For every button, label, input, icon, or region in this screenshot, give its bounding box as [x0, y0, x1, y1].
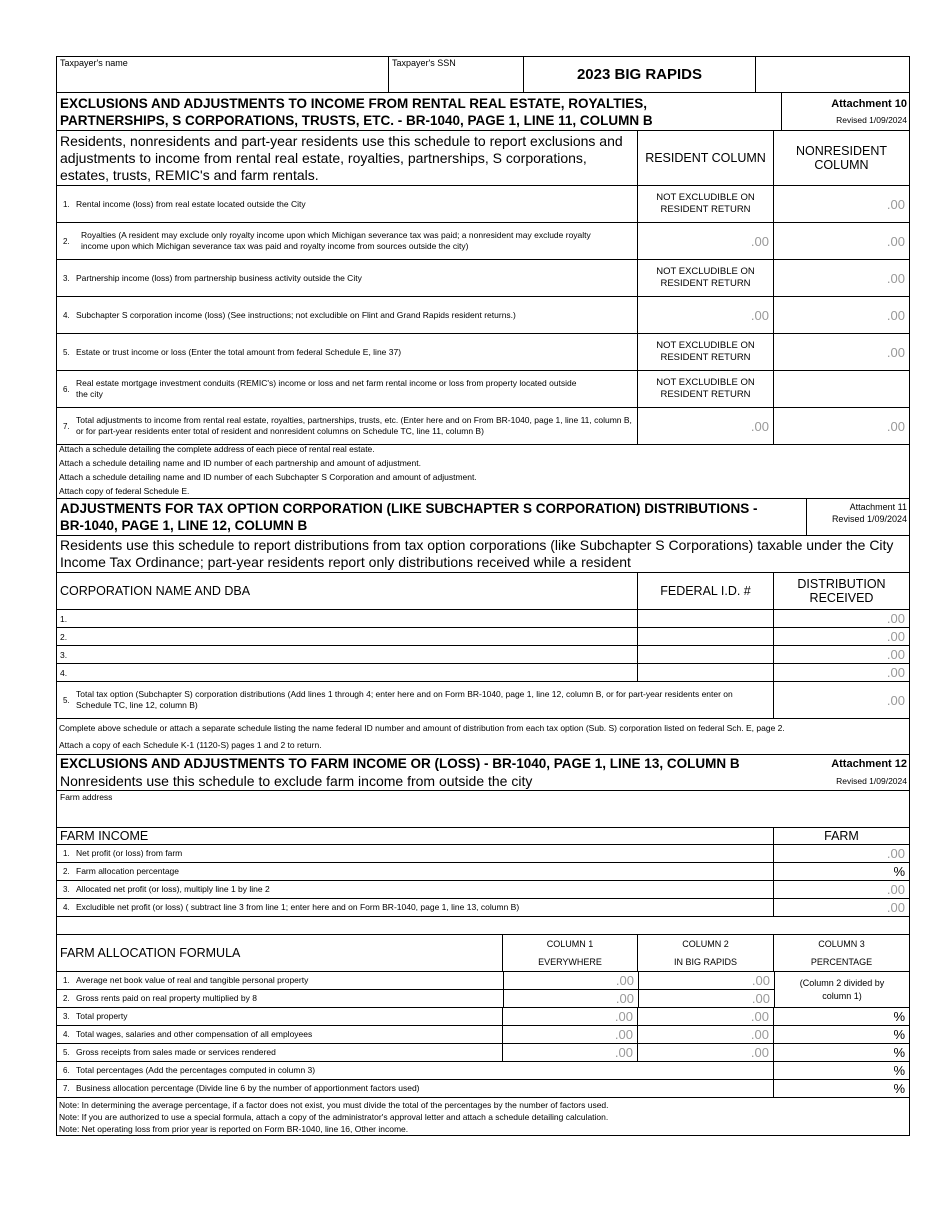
att11-attachment-box — [807, 499, 909, 535]
federal-id-field[interactable] — [638, 646, 774, 663]
att10-line-5 — [56, 334, 910, 371]
line-number: 1. — [63, 199, 70, 209]
column3-label: COLUMN 3 — [818, 939, 865, 949]
line-number: 3. — [63, 1012, 70, 1021]
resident-amount-field[interactable]: .00 — [638, 223, 774, 259]
corporation-name-field[interactable]: 4. — [57, 664, 638, 681]
formula-lines-1-2 — [56, 972, 910, 1008]
line-description: Real estate mortgage investment conduits (REMIC's) income or loss and net farm rental income or loss from property located outside the city — [73, 371, 638, 407]
att11-total-row — [56, 682, 910, 719]
line-number: 4. — [63, 1030, 70, 1039]
column2-header — [638, 935, 774, 971]
taxpayer-name-label: Taxpayer's name — [60, 58, 128, 68]
form-header — [56, 56, 910, 93]
line-description: Business allocation percentage (Divide line 6 by the number of apportionment factors used) — [73, 1080, 774, 1097]
nonresident-amount-field[interactable]: .00 — [886, 270, 905, 286]
column2-field[interactable]: .00 — [638, 1008, 774, 1025]
line-number: 4. — [63, 310, 70, 320]
line-number: 1. — [63, 849, 70, 858]
spacer-row — [56, 917, 910, 935]
nonresident-amount-field[interactable]: .00 — [886, 307, 905, 323]
att12-intro-line — [57, 773, 909, 791]
att11-attachment-label: Attachment 11 — [849, 502, 907, 512]
line-number: 6. — [63, 384, 70, 394]
formula-title: FARM ALLOCATION FORMULA — [57, 935, 503, 971]
taxpayer-ssn-label: Taxpayer's SSN — [392, 58, 456, 68]
att12-note: Note: If you are authorized to use a special formula, attach a copy of the administrator's approval letter and attach a schedule detailing calculation. — [59, 1111, 609, 1122]
nonresident-column-label: NONRESIDENT COLUMN — [796, 144, 887, 172]
nonresident-blank-field — [774, 371, 909, 407]
line-number: 1. — [63, 976, 70, 985]
not-excludible-note: NOT EXCLUDIBLE ON RESIDENT RETURN — [638, 260, 774, 296]
line-description: Net profit (or loss) from farm — [73, 845, 774, 862]
att10-note: Attach a schedule detailing name and ID number of each partnership and amount of adjustment. — [59, 458, 421, 468]
att11-revised-label: Revised 1/09/2024 — [831, 514, 907, 524]
column1-header — [503, 935, 638, 971]
att10-note: Attach a schedule detailing name and ID number of each Subchapter S Corporation and amount of adjustment. — [59, 472, 477, 482]
att10-attachment-box — [782, 93, 909, 130]
line-description: Average net book value of real and tangible personal property — [73, 972, 504, 989]
att11-title-row — [56, 499, 910, 536]
line-description: Subchapter S corporation income (loss) (See instructions; not excludible on Flint and Grand Rapids resident returns.) — [73, 297, 638, 333]
farm-line-4 — [56, 899, 910, 917]
att11-total-description: Total tax option (Subchapter S) corporation distributions (Add lines 1 through 4; enter here and on Form BR-1040, page 1, line 12, column B, or for part-year residents enter on Schedule TC, line 12, column B) — [73, 682, 774, 718]
att11-row-1 — [56, 610, 910, 628]
att10-title — [57, 93, 782, 130]
nonresident-amount-field[interactable]: .00 — [886, 196, 905, 212]
line-number: 2. — [63, 867, 70, 876]
column3-percent-field[interactable]: % — [893, 1009, 905, 1024]
att11-note: Complete above schedule or attach a separate schedule listing the name federal ID number and amount of distribution from each tax option (Sub. S) corporation listed on federal Sch. E, page 2. — [59, 722, 785, 733]
att10-line-1 — [56, 186, 910, 223]
att12-intro: Nonresidents use this schedule to exclude farm income from outside the city — [60, 773, 533, 790]
corporation-name-field[interactable]: 1. — [57, 610, 638, 627]
corporation-name-field[interactable]: 3. — [57, 646, 638, 663]
line-description: Partnership income (loss) from partnership business activity outside the City — [73, 260, 638, 296]
line-number: 3. — [63, 885, 70, 894]
att10-title-line1: EXCLUSIONS AND ADJUSTMENTS TO INCOME FROM RENTAL REAL ESTATE, ROYALTIES, — [60, 95, 648, 111]
att12-title-row — [56, 755, 910, 791]
distribution-field[interactable]: .00 — [886, 647, 905, 662]
form-title: 2023 BIG RAPIDS — [576, 66, 703, 83]
distribution-total-field[interactable]: .00 — [886, 692, 905, 708]
farm-net-profit-field[interactable]: .00 — [886, 846, 905, 861]
distribution-field[interactable]: .00 — [886, 611, 905, 626]
farm-allocation-percent-field[interactable]: % — [893, 864, 905, 879]
att10-revised-label: Revised 1/09/2024 — [836, 114, 907, 125]
column3-sublabel: PERCENTAGE — [810, 957, 873, 967]
distribution-field[interactable]: .00 — [886, 665, 905, 680]
form-title-cell — [524, 57, 756, 92]
farm-line-2 — [56, 863, 910, 881]
federal-id-field[interactable] — [638, 664, 774, 681]
att10-line-3 — [56, 260, 910, 297]
att10-line-7 — [56, 408, 910, 445]
nonresident-total-field[interactable]: .00 — [886, 418, 905, 434]
att11-column-headers — [56, 573, 910, 610]
att10-title-row — [56, 93, 910, 131]
formula-line-7 — [56, 1080, 910, 1098]
column1-label: COLUMN 1 — [546, 939, 594, 949]
column3-header — [774, 935, 909, 971]
formula-line-1 — [56, 972, 775, 990]
business-allocation-field[interactable]: % — [893, 1081, 905, 1096]
column2-label: COLUMN 2 — [682, 939, 729, 949]
formula-line-3 — [56, 1008, 910, 1026]
att10-note: Attach a schedule detailing the complete address of each piece of rental real estate. — [59, 444, 375, 454]
column1-field[interactable]: .00 — [503, 1026, 638, 1043]
line-number: 5. — [63, 1048, 70, 1057]
farm-column-label: FARM — [824, 829, 859, 843]
taxpayer-name-field[interactable] — [57, 57, 389, 92]
farm-allocated-profit-field[interactable]: .00 — [886, 882, 905, 897]
att12-revised-label: Revised 1/09/2024 — [836, 776, 907, 787]
column1-sublabel: EVERYWHERE — [538, 957, 602, 967]
line-description: Excludible net profit (or loss) ( subtract line 3 from line 1; enter here and on Form BR-1040, page 1, line 13, column B) — [73, 899, 774, 916]
line-description: Royalties (A resident may exclude only royalty income upon which Michigan severance tax was paid; a nonresident may exclude royalty income upon which Michigan severance tax was paid and royalty income from sources outside the city) — [73, 223, 638, 259]
line-description: Total percentages (Add the percentages computed in column 3) — [73, 1062, 774, 1079]
line-description: Gross receipts from sales made or services rendered — [73, 1044, 503, 1061]
att12-note: Note: Net operating loss from prior year is reported on Form BR-1040, line 16, Other income. — [59, 1123, 409, 1134]
att11-note: Attach a copy of each Schedule K-1 (1120-S) pages 1 and 2 to return. — [59, 740, 322, 751]
resident-column-label: RESIDENT COLUMN — [645, 151, 766, 165]
att11-row-2 — [56, 628, 910, 646]
farm-income-label: FARM INCOME — [57, 828, 774, 844]
line-number: 3. — [63, 273, 70, 283]
taxpayer-ssn-field[interactable] — [389, 57, 524, 92]
not-excludible-note: NOT EXCLUDIBLE ON RESIDENT RETURN — [638, 334, 774, 370]
line-number: 5. — [63, 695, 70, 705]
line-description: Gross rents paid on real property multiplied by 8 — [73, 990, 504, 1007]
line-description: Total wages, salaries and other compensation of all employees — [73, 1026, 503, 1043]
att11-title-line2: BR-1040, PAGE 1, LINE 12, COLUMN B — [60, 518, 308, 533]
column2-field[interactable]: .00 — [638, 1044, 774, 1061]
column2-field[interactable]: .00 — [639, 990, 775, 1007]
farm-line-1 — [56, 845, 910, 863]
line-number: 2. — [63, 236, 70, 246]
resident-column-header — [638, 131, 774, 185]
column2-sublabel: IN BIG RAPIDS — [673, 957, 737, 967]
formula-line-2 — [56, 990, 775, 1008]
corporation-name-header: CORPORATION NAME AND DBA — [57, 573, 638, 609]
column1-field[interactable]: .00 — [503, 1008, 638, 1025]
formula-header — [56, 935, 910, 972]
federal-id-field[interactable] — [638, 610, 774, 627]
line-description: Allocated net profit (or loss), multiply line 1 by line 2 — [73, 881, 774, 898]
att11-row-4 — [56, 664, 910, 682]
att10-line-2 — [56, 223, 910, 260]
att10-title-line2: PARTNERSHIPS, S CORPORATIONS, TRUSTS, ETC. - BR-1040, PAGE 1, LINE 11, COLUMN B — [60, 112, 653, 128]
column1-field[interactable]: .00 — [503, 1044, 638, 1061]
schedule-form — [56, 56, 910, 1136]
nonresident-amount-field[interactable]: .00 — [886, 344, 905, 360]
column1-field[interactable]: .00 — [504, 990, 639, 1007]
line-description: Estate or trust income or loss (Enter the total amount from federal Schedule E, line 37) — [73, 334, 638, 370]
nonresident-column-header — [774, 131, 909, 185]
att10-intro — [57, 131, 638, 185]
line-number: 7. — [63, 1084, 70, 1093]
att12-attachment-label: Attachment 12 — [831, 757, 907, 770]
att12-note: Note: In determining the average percentage, if a factor does not exist, you must divide the total of the percentages by the number of factors used. — [59, 1099, 609, 1110]
nonresident-amount-field[interactable]: .00 — [886, 233, 905, 249]
column2-field[interactable]: .00 — [638, 1026, 774, 1043]
federal-id-field[interactable] — [638, 628, 774, 645]
farm-income-header — [56, 828, 910, 845]
line-number: 4. — [63, 903, 70, 912]
att12-title-line — [57, 755, 909, 773]
line-number: 7. — [63, 421, 70, 431]
att11-intro-row — [56, 536, 910, 573]
column1-field[interactable]: .00 — [504, 972, 639, 989]
total-percentages-field[interactable]: % — [893, 1063, 905, 1078]
att10-intro-row — [56, 131, 910, 186]
distribution-field[interactable]: .00 — [886, 629, 905, 644]
line-description: Total property — [73, 1008, 503, 1025]
farm-line-3 — [56, 881, 910, 899]
att10-note: Attach copy of federal Schedule E. — [59, 486, 190, 496]
line-description: Farm allocation percentage — [73, 863, 774, 880]
corporation-name-field[interactable]: 2. — [57, 628, 638, 645]
att11-row-3 — [56, 646, 910, 664]
formula-line-4 — [56, 1026, 910, 1044]
line-number: 6. — [63, 1066, 70, 1075]
farm-address-label: Farm address — [60, 792, 113, 802]
resident-total-field[interactable]: .00 — [638, 408, 774, 444]
att12-notes — [56, 1098, 910, 1136]
formula-line-5 — [56, 1044, 910, 1062]
line-description: Total adjustments to income from rental real estate, royalties, partnerships, trusts, etc. (Enter here and on From BR-1040, page 1, line 11, column B, or for part-year residents enter total of resident and nonresident columns on Schedule TC, line 11, column B) — [73, 408, 638, 444]
att10-intro-text: Residents, nonresidents and part-year residents use this schedule to report exclusions and adjustments to income from rental real estate, royalties, partnerships, S corporations, estates, trusts, REMIC's and farm rentals. — [60, 132, 623, 183]
att11-notes — [56, 719, 910, 755]
column2-field[interactable]: .00 — [639, 972, 775, 989]
farm-address-field[interactable] — [56, 791, 910, 828]
distribution-header: DISTRIBUTION RECEIVED — [797, 577, 886, 605]
line-number: 5. — [63, 347, 70, 357]
att11-title — [57, 499, 807, 535]
formula-line-6 — [56, 1062, 910, 1080]
att10-line-4 — [56, 297, 910, 334]
federal-id-header: FEDERAL I.D. # — [638, 573, 774, 609]
formula-lines-1-2-body — [56, 972, 775, 1008]
column3-percent-field[interactable]: % — [893, 1027, 905, 1042]
resident-amount-field[interactable]: .00 — [638, 297, 774, 333]
header-blank-cell — [756, 57, 909, 92]
column3-percent-field[interactable]: % — [893, 1045, 905, 1060]
line-number: 2. — [63, 994, 70, 1003]
att10-attachment-label: Attachment 10 — [831, 97, 907, 110]
not-excludible-note: NOT EXCLUDIBLE ON RESIDENT RETURN — [638, 186, 774, 222]
att12-title: EXCLUSIONS AND ADJUSTMENTS TO FARM INCOME OR (LOSS) - BR-1040, PAGE 1, LINE 13, COLUMN B — [60, 756, 740, 772]
farm-excludible-profit-field[interactable]: .00 — [886, 900, 905, 915]
not-excludible-note: NOT EXCLUDIBLE ON RESIDENT RETURN — [638, 371, 774, 407]
att11-title-line1: ADJUSTMENTS FOR TAX OPTION CORPORATION (LIKE SUBCHAPTER S CORPORATION) DISTRIBUTIONS - — [60, 501, 758, 516]
line-description: Rental income (loss) from real estate located outside the City — [73, 186, 638, 222]
att10-line-6 — [56, 371, 910, 408]
column3-note: (Column 2 divided by column 1) — [775, 972, 910, 1008]
att11-intro: Residents use this schedule to report distributions from tax option corporations (like Subchapter S Corporations) taxable under the City Income Tax Ordinance; part-year residents report only distributions received while a resident — [60, 537, 894, 570]
att10-notes — [56, 445, 910, 499]
